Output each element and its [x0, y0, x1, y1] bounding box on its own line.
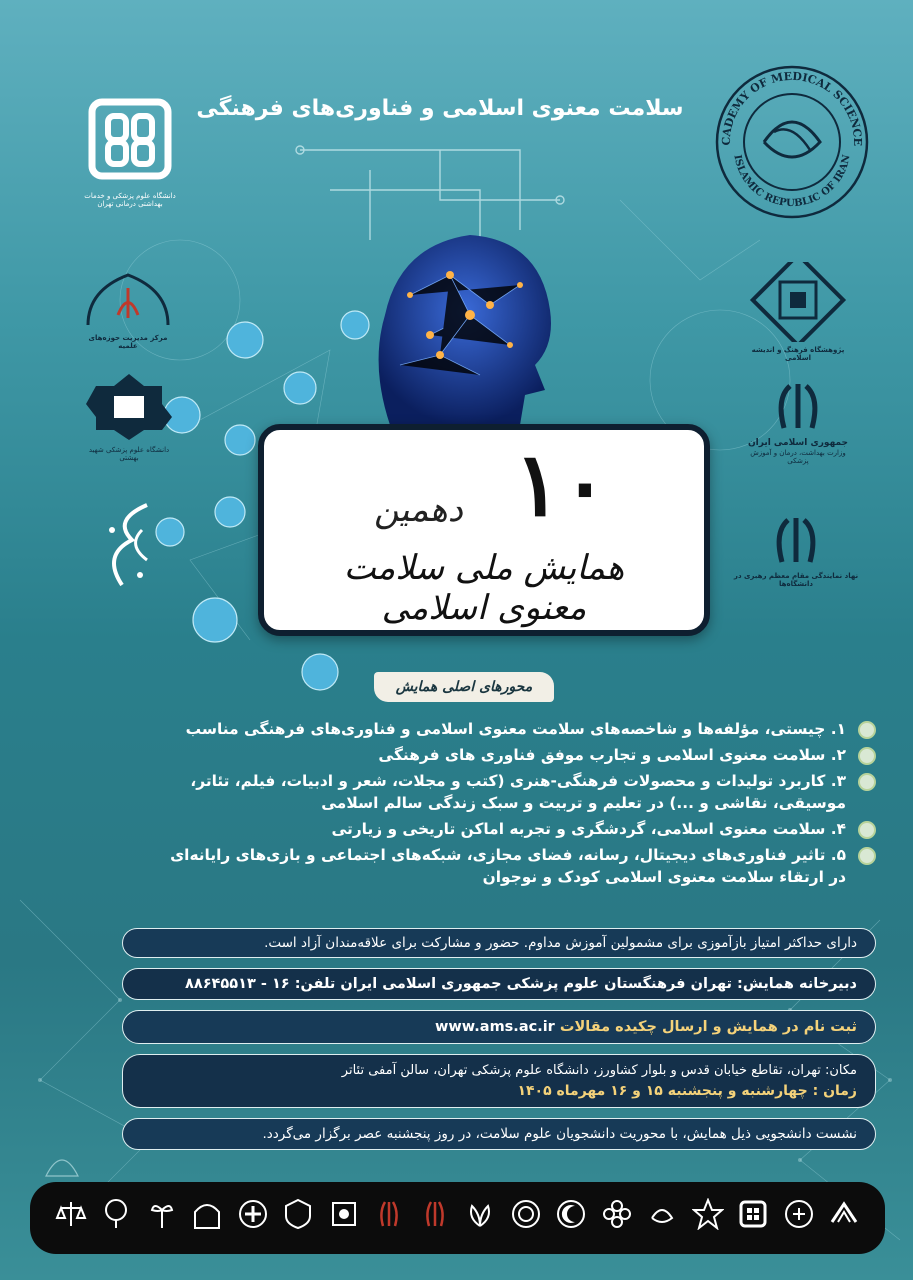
- hawza-caption: مرکز مدیریت حوزه‌های علمیه: [88, 334, 168, 351]
- registration-info: [122, 1010, 876, 1044]
- scales-icon: [55, 1198, 87, 1230]
- emblem-square-icon: [328, 1198, 360, 1230]
- digital-brain-illustration: [330, 215, 580, 435]
- academy-seal-icon: [712, 62, 872, 222]
- iran-emblem-icon-2: [726, 512, 866, 568]
- pajooheshgah-emblem-icon: [748, 262, 848, 342]
- register-label: ثبت نام در همایش و ارسال چکیده مقالات: [559, 1019, 857, 1035]
- tums-emblem-icon-small: [737, 1198, 769, 1230]
- venue-time: زمان : چهارشنبه و پنجشنبه ۱۵ و ۱۶ مهرماه ۱۴۰۵: [517, 1083, 857, 1099]
- circle-emblem-icon: [783, 1198, 815, 1230]
- partner-logo: [98, 1198, 134, 1238]
- round-seal-icon: [510, 1198, 542, 1230]
- axes-heading: محورهای اصلی همایش: [374, 672, 554, 702]
- bullet-icon: [858, 747, 876, 765]
- hawza-logo: [78, 270, 178, 351]
- bullet-icon: [858, 721, 876, 739]
- sbmu-logo: [84, 372, 174, 463]
- svg-text:ACADEMY OF MEDICAL SCIENCES: [712, 62, 864, 146]
- secretariat-info: دبیرخانه همایش: تهران فرهنگستان علوم پزشکی جمهوری اسلامی ایران تلفن: ۱۶ - ۸۸۶۴۵۵۱۳: [122, 968, 876, 1000]
- axis-item: ۴. سلامت معنوی اسلامی، گردشگری و تجربه اماکن تاریخی و زیارتی: [150, 818, 876, 840]
- flower-icon: [601, 1198, 633, 1230]
- partner-logo: [417, 1198, 453, 1238]
- svg-text:ISLAMIC REPUBLIC OF IRAN: [731, 154, 852, 209]
- student-session-info: نشست دانشجویی ذیل همایش، با محوریت دانشجویان علوم سلامت، در روز پنجشنبه عصر برگزار می‌گردد.: [122, 1118, 876, 1150]
- academy-emblem-icon-small: [828, 1198, 860, 1230]
- partner-logo: [644, 1198, 680, 1238]
- axis-item: ۲. سلامت معنوی اسلامی و تجارب موفق فناوری های فرهنگی: [150, 744, 876, 766]
- sbmu-emblem-icon: [84, 372, 174, 442]
- register-link[interactable]: www.ams.ac.ir: [435, 1019, 555, 1035]
- edition-ordinal: دهمین: [374, 490, 463, 530]
- moh-logo: [746, 378, 850, 466]
- bullet-icon: [858, 847, 876, 865]
- conference-name: همایش ملی سلامت معنوی اسلامی: [343, 548, 625, 628]
- iran-emblem-icon-small-2: [419, 1198, 451, 1230]
- pajooheshgah-caption: پژوهشگاه فرهنگ و اندیشه اسلامی: [751, 346, 845, 363]
- axis-item: ۵. تاثیر فناوری‌های دیجیتال، رسانه، فضای مجازی، شبکه‌های اجتماعی و بازی‌های رایانه‌ای در ارتقاء سلامت معنوی اسلامی کودک و نوجوان: [150, 844, 876, 888]
- bullet-icon: [858, 773, 876, 791]
- decorative-dome-icon: [42, 1150, 82, 1178]
- bullet-icon: [858, 821, 876, 839]
- partner-logo: [553, 1198, 589, 1238]
- tums-emblem-icon: [80, 98, 180, 188]
- nahad-logo: [726, 512, 866, 589]
- axis-item: ۱. چیستی، مؤلفه‌ها و شاخصه‌های سلامت معنوی اسلامی و فناوری‌های فرهنگی مناسب: [150, 718, 876, 740]
- plus-circle-icon: [237, 1198, 269, 1230]
- tums-caption: دانشگاه علوم پزشکی و خدمات بهداشتی درمانی تهران: [84, 192, 176, 209]
- moh-caption-1: جمهوری اسلامی ایران: [747, 438, 849, 448]
- arch-icon: [191, 1198, 223, 1230]
- moh-caption-2: وزارت بهداشت، درمان و آموزش پزشکی: [750, 448, 846, 466]
- academy-seal: [712, 62, 872, 222]
- iran-emblem-icon: [746, 378, 850, 434]
- lotus-icon: [464, 1198, 496, 1230]
- partner-logo: [144, 1198, 180, 1238]
- partner-logo: [690, 1198, 726, 1238]
- partner-logo: [462, 1198, 498, 1238]
- partner-logo: [371, 1198, 407, 1238]
- page-title: سلامت معنوی اسلامی و فناوری‌های فرهنگی: [196, 96, 684, 121]
- partner-logo: [781, 1198, 817, 1238]
- venue-info: [122, 1054, 876, 1108]
- cme-info: دارای حداکثر امتیاز بازآموزی برای مشمولین آموزش مداوم. حضور و مشارکت برای علاقه‌مندان آزاد است.: [122, 928, 876, 958]
- conference-banner: [258, 424, 710, 636]
- pajooheshgah-logo: [748, 262, 848, 363]
- venue-place: مکان: تهران، تقاطع خیابان قدس و بلوار کشاورز، دانشگاه علوم پزشکی تهران، سالن آمفی تئاتر: [341, 1063, 857, 1078]
- partner-logo: [826, 1198, 862, 1238]
- basij-logo: [92, 500, 162, 594]
- partner-logos-bar: [30, 1182, 885, 1254]
- basij-calligraphy-icon: [92, 500, 162, 590]
- plant-icon: [146, 1198, 178, 1230]
- partner-logo: [735, 1198, 771, 1238]
- partner-logo: [326, 1198, 362, 1238]
- partner-logo: [53, 1198, 89, 1238]
- partner-logo: [599, 1198, 635, 1238]
- shield-icon: [282, 1198, 314, 1230]
- partner-logo: [235, 1198, 271, 1238]
- tums-logo: [80, 98, 180, 209]
- seal-ring-top: CADEMY OF MEDICAL SCIENCE: [719, 69, 865, 147]
- tree-icon: [100, 1198, 132, 1230]
- edition-number: ۱۰: [514, 432, 609, 536]
- nahad-caption: نهاد نمایندگی مقام معظم رهبری در دانشگاه‌ها: [733, 572, 859, 589]
- calligraphy-icon: [646, 1198, 678, 1230]
- hawza-emblem-icon: [78, 270, 178, 330]
- axes-list: [150, 718, 876, 892]
- sbmu-caption: دانشگاه علوم پزشکی شهید بهشتی: [88, 446, 170, 463]
- partner-logo: [508, 1198, 544, 1238]
- partner-logo: [189, 1198, 225, 1238]
- crescent-icon: [555, 1198, 587, 1230]
- axis-item: ۳. کاربرد تولیدات و محصولات فرهنگی-هنری (کتب و مجلات، شعر و ادبیات، فیلم، تئاتر، موسیقی، نقاشی و ...) در تعلیم و تربیت و سبک زندگی سالم اسلامی: [150, 770, 876, 814]
- star-emblem-icon: [692, 1198, 724, 1230]
- partner-logo: [280, 1198, 316, 1238]
- iran-emblem-icon-small: [373, 1198, 405, 1230]
- seal-ring-bottom: ISLAMIC REPUBLIC OF IRAN: [731, 153, 853, 210]
